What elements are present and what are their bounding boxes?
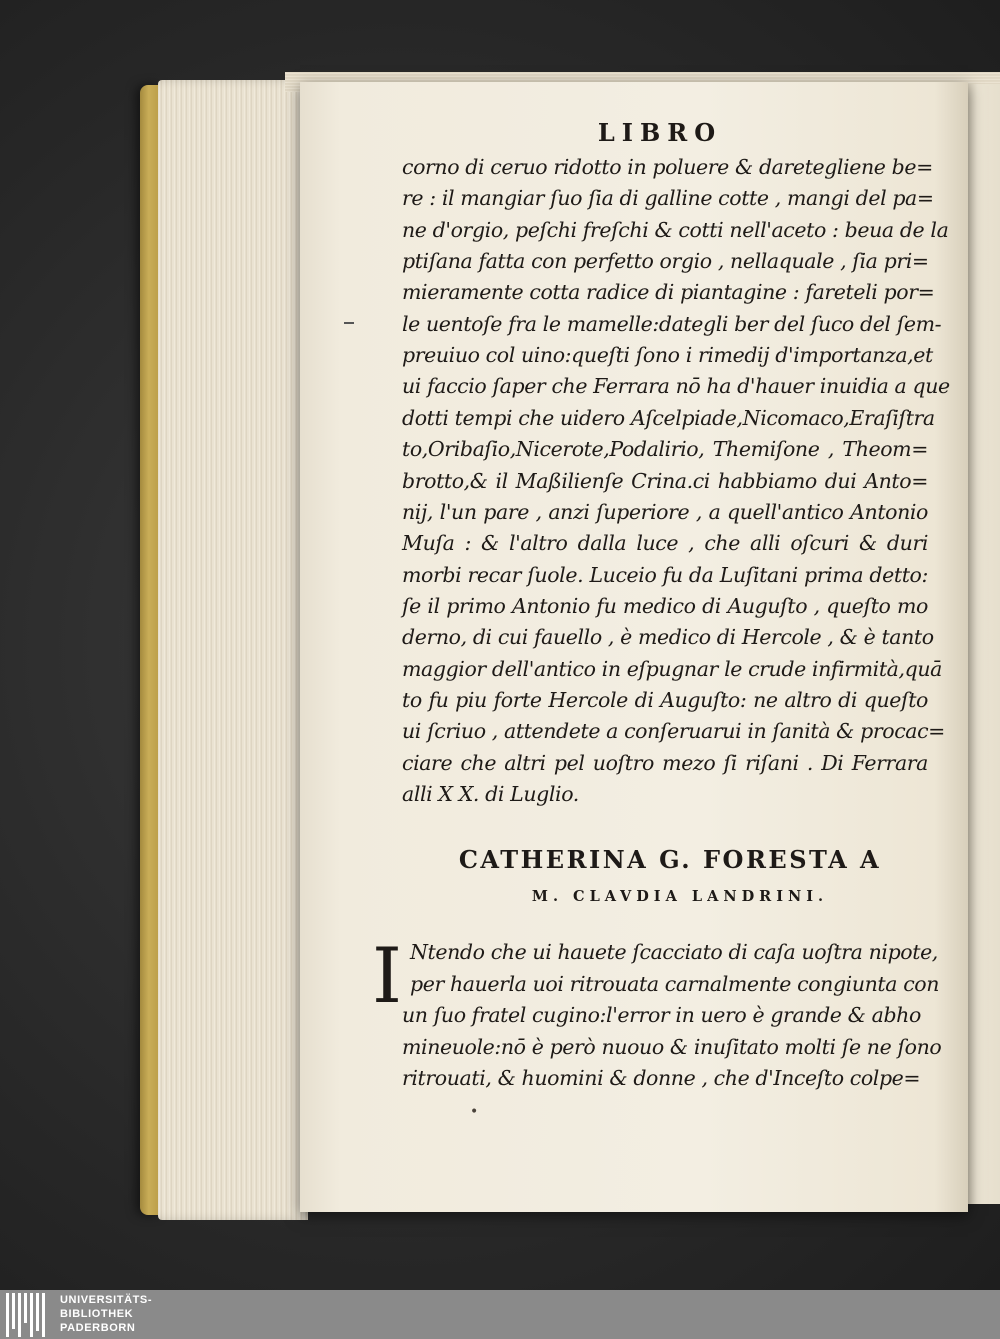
- drop-cap-initial: I: [372, 931, 403, 1020]
- letter-line: un ſuo fratel cugino:l'error in uero è grande & abho: [402, 1003, 921, 1027]
- body-line: alli X X. di Luglio.: [402, 782, 579, 806]
- body-line: ui ſcriuo , attendete a conſeruarui in ſanità & procac=: [402, 719, 945, 744]
- page-mark: •: [470, 1104, 479, 1120]
- letter-heading: CATHERINA G. FORESTA A: [458, 845, 882, 874]
- body-line: nij, l'un pare , anzi ſuperiore , a quell'antico Antonio: [402, 499, 928, 524]
- library-logo-text: [60, 1293, 152, 1335]
- margin-mark: [344, 322, 354, 324]
- letter-line: mineuole:nō è però nuouo & inuſitato molti ſe ne ſono: [402, 1034, 942, 1059]
- letter-line: per hauerla uoi ritrouata carnalmente congiunta con: [410, 971, 940, 996]
- letter-line: ritrouati, & huomini & donne , che d'Inceſto colpe=: [402, 1066, 921, 1090]
- logo-line-2: BIBLIOTHEK: [60, 1308, 134, 1320]
- body-line: ptiſana fatta con perfetto orgio , nellaquale , ſia pri=: [402, 249, 929, 274]
- letter-line: Ntendo che ui hauete ſcacciato di caſa uoſtra nipote,: [410, 940, 938, 964]
- body-line: preuiuo col uino:queſti ſono i rimedij d'importanza,et: [402, 343, 933, 368]
- body-line: morbi recar ſuole. Luceio fu da Luſitani prima detto:: [402, 562, 928, 587]
- body-line: re : il mangiar ſuo ſia di galline cotte , mangi del pa=: [402, 186, 934, 211]
- body-line: maggior dell'antico in eſpugnar le crude infirmità,quā: [402, 656, 942, 681]
- body-line: corno di ceruo ridotto in poluere & daretegliene be=: [402, 155, 933, 179]
- body-line: mieramente cotta radice di piantagine : fareteli por=: [402, 280, 935, 305]
- body-line: ui faccio ſaper che Ferrara nō ha d'hauer inuidia a que: [402, 374, 950, 399]
- body-line: dotti tempi che uidero Aſcelpiade,Nicomaco,Eraſiſtra: [402, 405, 935, 430]
- body-line: ne d'orgio, peſchi freſchi & cotti nell'aceto : beua de la: [402, 217, 949, 242]
- body-line: Muſa : & l'altro dalla luce , che alli oſcuri & duri: [402, 531, 928, 556]
- logo-line-1: UNIVERSITÄTS-: [60, 1294, 153, 1306]
- body-line: le uentoſe fra le mamelle:dategli ber del ſuco del ſem-: [402, 311, 942, 336]
- body-line: ſe il primo Antonio fu medico di Auguſto , queſto mo: [402, 593, 928, 618]
- body-line: ciare che altri pel uoſtro mezo ſi riſani . Di Ferrara: [402, 750, 928, 775]
- page-edges-stack: [158, 80, 308, 1220]
- logo-line-3: PADERBORN: [60, 1322, 136, 1334]
- body-line: to,Oribaſio,Nicerote,Podalirio, Themiſone , Theom=: [402, 437, 928, 462]
- body-line: to fu piu forte Hercole di Auguſto: ne altro di queſto: [402, 687, 928, 712]
- library-logo-icon: [4, 1293, 48, 1337]
- body-line: brotto,& il Maßilienſe Crina.ci habbiamo dui Anto=: [402, 468, 928, 493]
- body-line: derno, di cui fauello , è medico di Hercole , & è tanto: [402, 625, 934, 650]
- library-logo-bar: [0, 1290, 1000, 1339]
- running-head: LIBRO: [597, 118, 723, 147]
- letter-recipient: M. CLAVDIA LANDRINI.: [531, 888, 829, 905]
